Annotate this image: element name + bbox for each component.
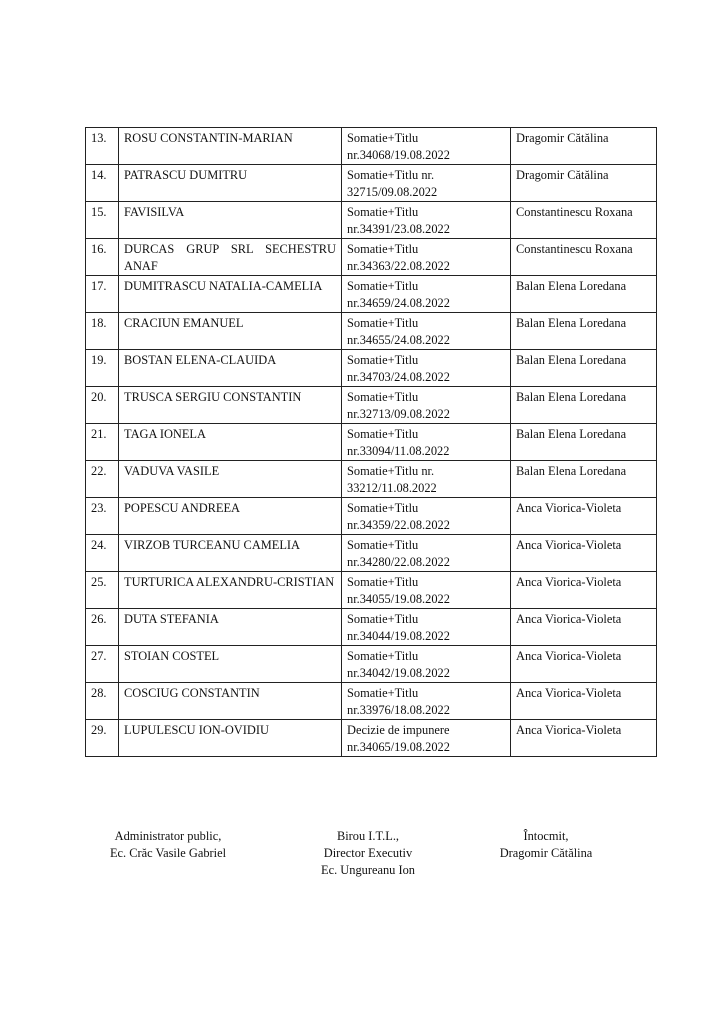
debtor-name: VIRZOB TURCEANU CAMELIA bbox=[119, 535, 342, 572]
debtor-name: CRACIUN EMANUEL bbox=[119, 313, 342, 350]
table-row bbox=[86, 461, 657, 498]
act-reference: Somatie+Titlu nr.34391/23.08.2022 bbox=[342, 202, 511, 239]
signature-person: Dragomir Cătălina bbox=[499, 846, 593, 860]
executions-table bbox=[85, 127, 657, 757]
row-number: 14. bbox=[86, 165, 119, 202]
act-reference: Somatie+Titlu nr.34359/22.08.2022 bbox=[342, 498, 511, 535]
debtor-name: PATRASCU DUMITRU bbox=[119, 165, 342, 202]
act-reference: Somatie+Titlu nr.32713/09.08.2022 bbox=[342, 387, 511, 424]
signature-person: Ec. Ungureanu Ion bbox=[321, 863, 415, 877]
table-row bbox=[86, 202, 657, 239]
row-number: 20. bbox=[86, 387, 119, 424]
table-row bbox=[86, 720, 657, 757]
row-number: 22. bbox=[86, 461, 119, 498]
responsible-person: Anca Viorica-Violeta bbox=[511, 498, 657, 535]
act-reference: Somatie+Titlu nr.34655/24.08.2022 bbox=[342, 313, 511, 350]
debtor-name: TAGA IONELA bbox=[119, 424, 342, 461]
signature-title: Administrator public, bbox=[114, 829, 222, 843]
debtor-name: COSCIUG CONSTANTIN bbox=[119, 683, 342, 720]
row-number: 18. bbox=[86, 313, 119, 350]
responsible-person: Anca Viorica-Violeta bbox=[511, 609, 657, 646]
act-reference: Somatie+Titlu nr. 32715/09.08.2022 bbox=[342, 165, 511, 202]
responsible-person: Balan Elena Loredana bbox=[511, 424, 657, 461]
debtor-name: DUTA STEFANIA bbox=[119, 609, 342, 646]
responsible-person: Anca Viorica-Violeta bbox=[511, 535, 657, 572]
act-reference: Somatie+Titlu nr.34068/19.08.2022 bbox=[342, 128, 511, 165]
act-reference: Somatie+Titlu nr.34042/19.08.2022 bbox=[342, 646, 511, 683]
responsible-person: Dragomir Cătălina bbox=[511, 165, 657, 202]
debtor-name: STOIAN COSTEL bbox=[119, 646, 342, 683]
table-row bbox=[86, 313, 657, 350]
signature-title: Întocmit, bbox=[523, 829, 569, 843]
table-row bbox=[86, 498, 657, 535]
responsible-person: Balan Elena Loredana bbox=[511, 313, 657, 350]
debtor-name: TRUSCA SERGIU CONSTANTIN bbox=[119, 387, 342, 424]
responsible-person: Balan Elena Loredana bbox=[511, 461, 657, 498]
debtor-name: LUPULESCU ION-OVIDIU bbox=[119, 720, 342, 757]
table-row bbox=[86, 350, 657, 387]
responsible-person: Anca Viorica-Violeta bbox=[511, 720, 657, 757]
signature-title: Birou I.T.L., bbox=[336, 829, 400, 843]
signature-person: Ec. Crăc Vasile Gabriel bbox=[109, 846, 227, 860]
row-number: 24. bbox=[86, 535, 119, 572]
act-reference: Somatie+Titlu nr.34055/19.08.2022 bbox=[342, 572, 511, 609]
debtor-name: DURCAS GRUP SRL SECHESTRU ANAF bbox=[119, 239, 342, 276]
table-row bbox=[86, 165, 657, 202]
row-number: 15. bbox=[86, 202, 119, 239]
row-number: 23. bbox=[86, 498, 119, 535]
table-row bbox=[86, 387, 657, 424]
act-reference: Decizie de impunere nr.34065/19.08.2022 bbox=[342, 720, 511, 757]
act-reference: Somatie+Titlu nr.34703/24.08.2022 bbox=[342, 350, 511, 387]
row-number: 17. bbox=[86, 276, 119, 313]
responsible-person: Balan Elena Loredana bbox=[511, 350, 657, 387]
responsible-person: Balan Elena Loredana bbox=[511, 387, 657, 424]
row-number: 13. bbox=[86, 128, 119, 165]
row-number: 29. bbox=[86, 720, 119, 757]
row-number: 27. bbox=[86, 646, 119, 683]
responsible-person: Balan Elena Loredana bbox=[511, 276, 657, 313]
responsible-person: Dragomir Cătălina bbox=[511, 128, 657, 165]
row-number: 26. bbox=[86, 609, 119, 646]
table-row bbox=[86, 572, 657, 609]
debtor-name: TURTURICA ALEXANDRU-CRISTIAN bbox=[119, 572, 342, 609]
table-body bbox=[86, 128, 657, 757]
responsible-person: Anca Viorica-Violeta bbox=[511, 683, 657, 720]
table-row bbox=[86, 646, 657, 683]
act-reference: Somatie+Titlu nr.33976/18.08.2022 bbox=[342, 683, 511, 720]
debtor-name: FAVISILVA bbox=[119, 202, 342, 239]
signature-administrator bbox=[98, 828, 238, 862]
act-reference: Somatie+Titlu nr. 33212/11.08.2022 bbox=[342, 461, 511, 498]
act-reference: Somatie+Titlu nr.33094/11.08.2022 bbox=[342, 424, 511, 461]
debtor-name: POPESCU ANDREEA bbox=[119, 498, 342, 535]
responsible-person: Anca Viorica-Violeta bbox=[511, 646, 657, 683]
row-number: 28. bbox=[86, 683, 119, 720]
table-row bbox=[86, 683, 657, 720]
table-row bbox=[86, 424, 657, 461]
debtor-name: VADUVA VASILE bbox=[119, 461, 342, 498]
table-row bbox=[86, 535, 657, 572]
table-row bbox=[86, 239, 657, 276]
row-number: 16. bbox=[86, 239, 119, 276]
signature-intocmit bbox=[476, 828, 616, 862]
responsible-person: Anca Viorica-Violeta bbox=[511, 572, 657, 609]
row-number: 25. bbox=[86, 572, 119, 609]
signature-role: Director Executiv bbox=[323, 846, 413, 860]
debtor-name: ROSU CONSTANTIN-MARIAN bbox=[119, 128, 342, 165]
responsible-person: Constantinescu Roxana bbox=[511, 239, 657, 276]
act-reference: Somatie+Titlu nr.34659/24.08.2022 bbox=[342, 276, 511, 313]
debtor-name: DUMITRASCU NATALIA-CAMELIA bbox=[119, 276, 342, 313]
responsible-person: Constantinescu Roxana bbox=[511, 202, 657, 239]
signature-birou-itl bbox=[298, 828, 438, 879]
table-row bbox=[86, 276, 657, 313]
row-number: 19. bbox=[86, 350, 119, 387]
debtor-name: BOSTAN ELENA-CLAUIDA bbox=[119, 350, 342, 387]
table-row bbox=[86, 128, 657, 165]
table-row bbox=[86, 609, 657, 646]
row-number: 21. bbox=[86, 424, 119, 461]
act-reference: Somatie+Titlu nr.34044/19.08.2022 bbox=[342, 609, 511, 646]
act-reference: Somatie+Titlu nr.34363/22.08.2022 bbox=[342, 239, 511, 276]
act-reference: Somatie+Titlu nr.34280/22.08.2022 bbox=[342, 535, 511, 572]
